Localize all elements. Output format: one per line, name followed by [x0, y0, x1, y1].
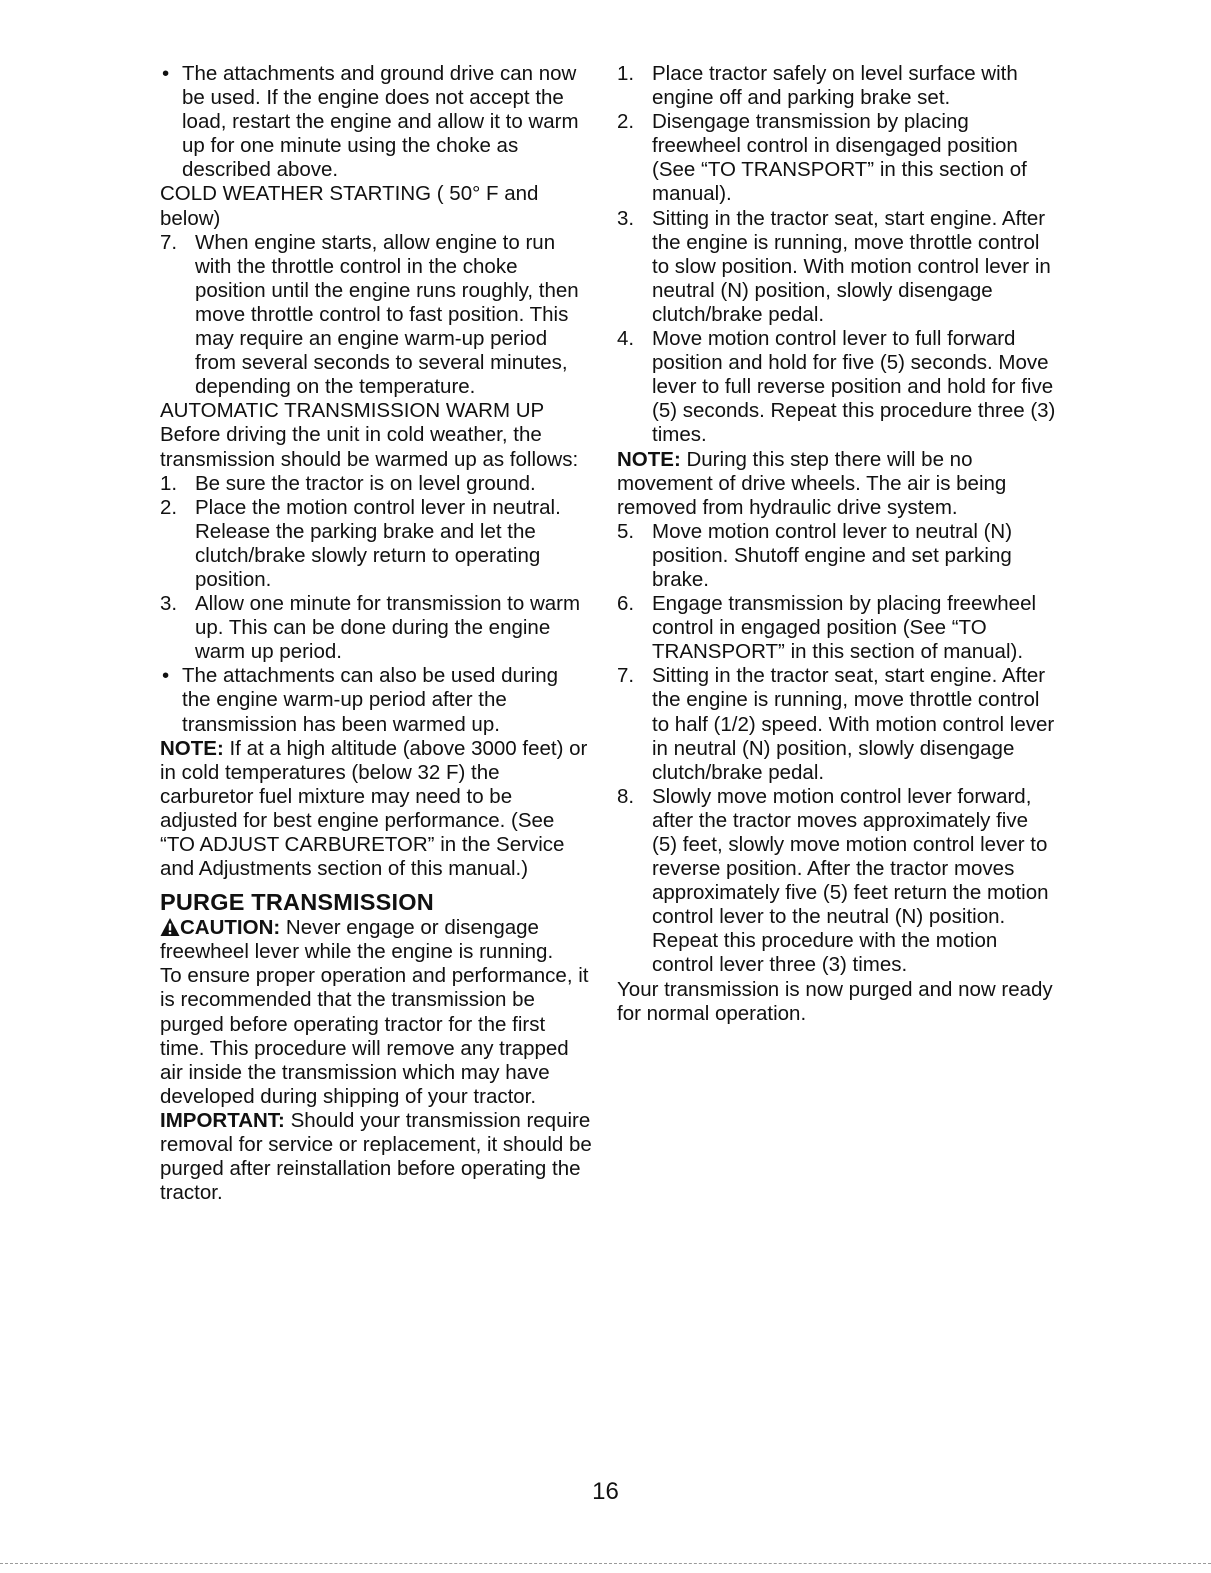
step-item: [617, 664, 1057, 784]
step-item: [617, 110, 1057, 206]
step-item: [160, 592, 592, 664]
cold-weather-heading: COLD WEATHER STARTING ( 50° F and below): [160, 182, 539, 230]
step-text: Place tractor safely on level surface with engine off and parking brake set.: [652, 62, 1018, 110]
bullet-item: [160, 664, 592, 736]
step-text: Sitting in the tractor seat, start engine. After the engine is running, move throttle control to slow position. With motion control lever in neutral (N) position, slowly disengage clutch/brake pedal.: [652, 206, 1051, 326]
note-label: NOTE:: [617, 447, 681, 471]
purge-intro: To ensure proper operation and performance, it is recommended that the transmission be purged before operating tractor for the first time. This procedure will remove any trapped air inside the transmission which may have developed during shipping of your tractor.: [160, 964, 589, 1108]
step-number: 4.: [617, 327, 635, 351]
note-paragraph: [160, 737, 592, 882]
step-number: 6.: [617, 592, 635, 616]
right-column: [617, 62, 1057, 1026]
step-number: 7.: [617, 664, 635, 688]
important-text: Should your transmission require removal for service or replacement, it should be purged after reinstallation before operating the tractor.: [160, 1108, 592, 1205]
caution-label: CAUTION:: [180, 916, 281, 940]
step-item: [617, 327, 1057, 447]
left-column: [160, 62, 592, 1205]
step-text: Disengage transmission by placing freewheel control in disengaged position (See “TO TRANSPORT” in this section of manual).: [652, 110, 1027, 206]
bottom-divider: [0, 1563, 1211, 1564]
bullet-dot-icon: •: [162, 664, 170, 688]
caution-text: Never engage or disengage freewheel lever while the engine is running.: [160, 916, 554, 964]
step-item: [617, 592, 1057, 664]
step-number: 8.: [617, 784, 635, 808]
note-paragraph: [617, 448, 1057, 520]
step-text: Move motion control lever to neutral (N) position. Shutoff engine and set parking brake.: [652, 519, 1013, 591]
step-item: [160, 472, 592, 496]
auto-transmission-heading: AUTOMATIC TRANSMISSION WARM UP: [160, 399, 545, 423]
step-number: 5.: [617, 519, 635, 543]
step-number: 2.: [617, 110, 635, 134]
bullet-dot-icon: •: [162, 62, 170, 85]
step-number: 3.: [617, 206, 635, 230]
auto-transmission-intro: Before driving the unit in cold weather, the transmission should be warmed up as follows:: [160, 423, 579, 471]
step-text: Sitting in the tractor seat, start engine. After the engine is running, move throttle control to half (1/2) speed. With motion control lever in neutral (N) position, slowly disengage clutch/brake pedal.: [652, 664, 1055, 784]
step-text: Allow one minute for transmission to warm up. This can be done during the engine warm up period.: [195, 592, 581, 664]
closing-paragraph: Your transmission is now purged and now ready for normal operation.: [617, 977, 1053, 1025]
bullet-item: [160, 62, 592, 182]
note-label: NOTE:: [160, 736, 224, 760]
step-item: [160, 496, 592, 592]
step-text: Move motion control lever to full forward position and hold for five (5) seconds. Move lever to full reverse position and hold for five (5) seconds. Repeat this procedure three (3) times.: [652, 327, 1056, 447]
step-number: 7.: [160, 230, 178, 254]
step-item: [617, 207, 1057, 327]
step-number: 3.: [160, 592, 178, 616]
important-label: IMPORTANT:: [160, 1108, 285, 1132]
caution-paragraph: [160, 916, 592, 964]
step-number: 2.: [160, 495, 178, 519]
bullet-text: The attachments can also be used during the engine warm-up period after the transmission has been warmed up.: [182, 664, 559, 736]
important-paragraph: [160, 1109, 592, 1205]
step-item: [617, 62, 1057, 110]
step-item: [160, 231, 592, 400]
step-item: [617, 520, 1057, 592]
note-text: During this step there will be no movement of drive wheels. The air is being removed from hydraulic drive system.: [617, 447, 1007, 519]
step-text: Slowly move motion control lever forward, after the tractor moves approximately five (5) feet, slowly move motion control lever to reverse position. After the tractor moves approximately five (5) feet return the motion control lever to the neutral (N) position. Repeat this procedure with the motion control lever three (3) times.: [652, 784, 1049, 977]
step-text: When engine starts, allow engine to run with the throttle control in the choke position until the engine runs roughly, then move throttle control to fast position. This may require an engine warm-up period from several seconds to several minutes, depending on the temperature.: [195, 230, 579, 399]
step-text: Place the motion control lever in neutral. Release the parking brake and let the clutch/brake slowly return to operating position.: [195, 495, 561, 591]
purge-transmission-heading: PURGE TRANSMISSION: [160, 889, 434, 916]
step-text: Be sure the tractor is on level ground.: [195, 471, 536, 495]
page-number: 16: [592, 1478, 619, 1505]
step-number: 1.: [617, 62, 635, 85]
step-number: 1.: [160, 471, 178, 495]
note-text: If at a high altitude (above 3000 feet) or in cold temperatures (below 32 F) the carburetor fuel mixture may need to be adjusted for best engine performance. (See “TO ADJUST CARBURETOR” in the Service and Adjustments section of this manual.): [160, 736, 588, 881]
warning-triangle-icon: [160, 917, 180, 937]
step-text: Engage transmission by placing freewheel control in engaged position (See “TO TRANSPORT” in this section of manual).: [652, 592, 1037, 664]
step-item: [617, 785, 1057, 978]
bullet-text: The attachments and ground drive can now be used. If the engine does not accept the load, restart the engine and allow it to warm up for one minute using the choke as described above.: [182, 62, 579, 182]
